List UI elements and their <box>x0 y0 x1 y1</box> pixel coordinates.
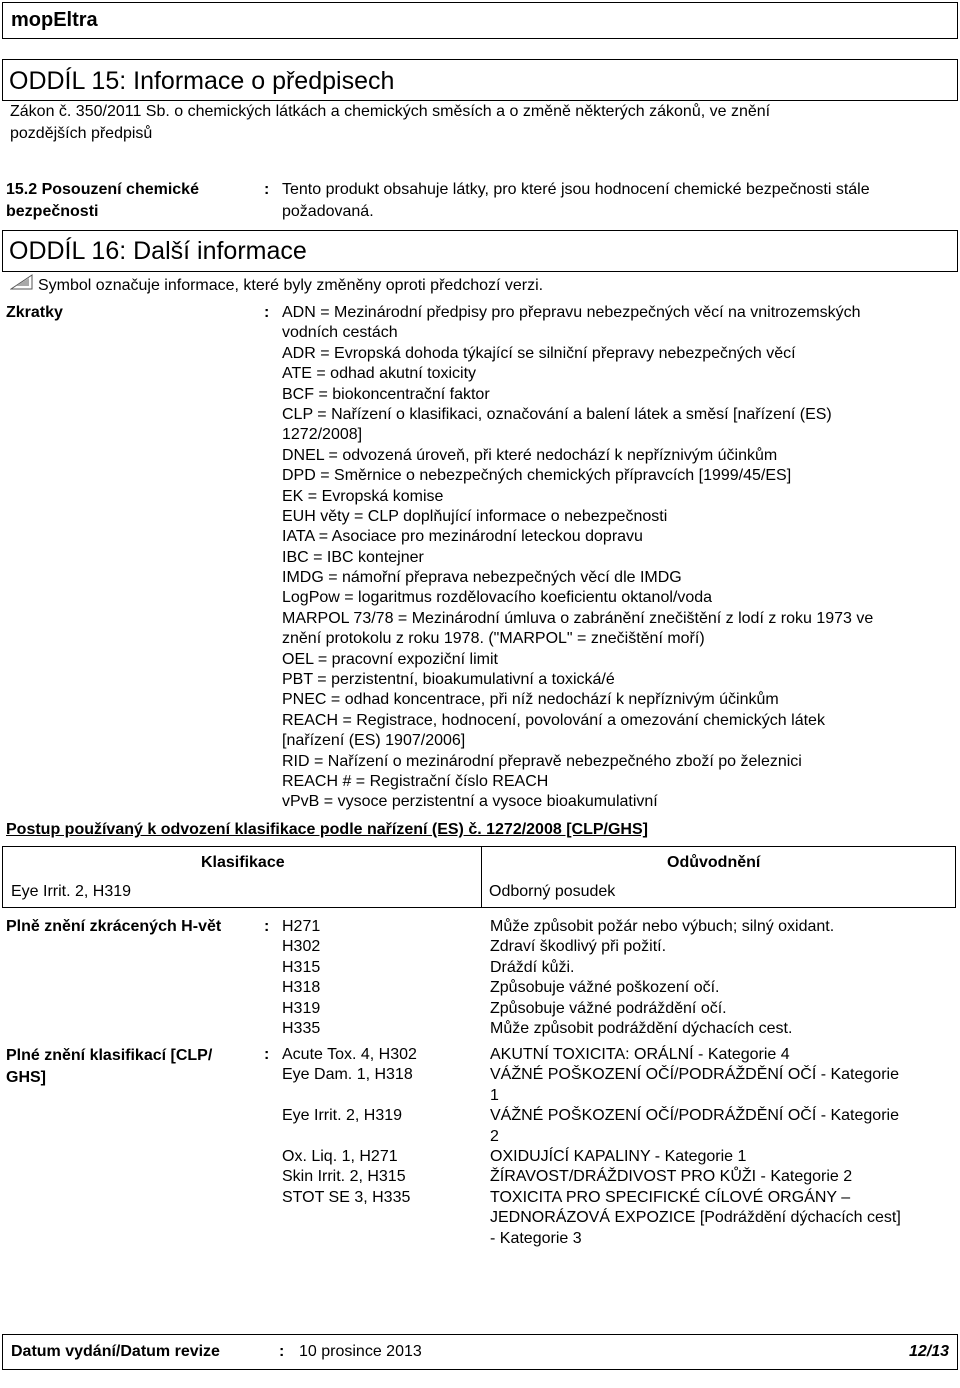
abbreviation-line: LogPow = logaritmus rozdělovacího koeficientu oktanol/voda <box>282 589 713 607</box>
abbreviation-line: REACH = Registrace, hodnocení, povolování a omezování chemických látek <box>282 711 825 729</box>
abbreviation-line: BCF = biokoncentrační faktor <box>282 385 490 403</box>
footer-page-number: 12/13 <box>908 1343 949 1360</box>
abbreviation-line: ADN = Mezinárodní předpisy pro přepravu nebezpečných věcí na vnitrozemských <box>282 304 861 321</box>
section-16-box <box>2 230 958 272</box>
classification-texts <box>490 1045 901 1249</box>
classification-table <box>2 846 956 908</box>
h-text: Může způsobit podráždění dýchacích cest. <box>490 1019 793 1037</box>
footer-date-label: Datum vydání/Datum revize <box>11 1343 220 1360</box>
law-line: Zákon č. 350/2011 Sb. o chemických látkách a chemických směsích a o změně některých zákonů, ve znění <box>10 103 771 120</box>
classification-code: Eye Irrit. 2, H319 <box>282 1107 403 1125</box>
footer-date-value: 10 prosince 2013 <box>299 1343 422 1360</box>
abbreviation-line: vPvB = vysoce perzistentní a vysoce bioakumulativní <box>282 793 658 811</box>
abbreviation-line: DNEL = odvozená úroveň, při které nedochází k nepříznivým účinkům <box>282 446 778 464</box>
abbreviation-line: IBC = IBC kontejner <box>282 548 424 566</box>
abbrev-colon: : <box>264 304 270 321</box>
classification-text-line: TOXICITA PRO SPECIFICKÉ CÍLOVÉ ORGÁNY – <box>490 1188 851 1206</box>
abbreviation-line: IMDG = námořní přeprava nebezpečných věcí dle IMDG <box>282 569 682 587</box>
h-statements-label: Plně znění zkrácených H-vět <box>6 918 222 935</box>
table-header-justification: Odůvodnění <box>667 854 761 871</box>
law-text <box>10 101 770 145</box>
classification-text-line: JEDNORÁZOVÁ EXPOZICE [Podráždění dýchacích cest] <box>490 1209 901 1227</box>
classification-code: Acute Tox. 4, H302 <box>282 1046 417 1063</box>
header-bar <box>2 2 958 39</box>
change-marker-icon <box>10 274 34 290</box>
footer-bar <box>2 1334 958 1370</box>
table-cell-justification: Odborný posudek <box>489 883 616 900</box>
h-codes-list <box>282 917 320 1039</box>
abbreviation-line: EUH věty = CLP doplňující informace o nebezpečnosti <box>282 507 668 525</box>
classifications-colon: : <box>264 1046 270 1063</box>
h-text: Zdraví škodlivý při požití. <box>490 938 667 956</box>
assessment-label: 15.2 Posouzení chemické bezpečnosti <box>6 181 199 220</box>
section-15-box <box>2 59 958 101</box>
classification-text-line: ŽÍRAVOST/DRÁŽDIVOST PRO KŮŽI - Kategorie 2 <box>490 1168 853 1186</box>
abbreviation-line: PBT = perzistentní, bioakumulativní a toxická/é <box>282 671 615 689</box>
h-code: H271 <box>282 918 321 935</box>
table-divider <box>481 847 482 907</box>
abbreviation-line: MARPOL 73/78 = Mezinárodní úmluva o zabránění znečištění z lodí z roku 1973 ve <box>282 609 874 627</box>
h-code: H319 <box>282 999 321 1017</box>
classification-text-line: 2 <box>490 1127 499 1145</box>
table-header-classification: Klasifikace <box>201 854 285 871</box>
h-code: H335 <box>282 1019 321 1037</box>
abbreviation-line: ATE = odhad akutní toxicity <box>282 365 477 383</box>
abbreviation-line: REACH # = Registrační číslo REACH <box>282 772 549 790</box>
h-statements-colon: : <box>264 918 270 935</box>
h-code: H315 <box>282 958 321 976</box>
classification-text-line: OXIDUJÍCÍ KAPALINY - Kategorie 1 <box>490 1147 747 1165</box>
abbreviation-line: EK = Evropská komise <box>282 487 444 505</box>
abbreviation-line: IATA = Asociace pro mezinárodní leteckou dopravu <box>282 528 643 546</box>
abbreviation-line: CLP = Nařízení o klasifikaci, označování a balení látek a směsí [nařízení (ES) <box>282 405 832 423</box>
abbreviation-line: RID = Nařízení o mezinárodní přepravě nebezpečného zboží po železnici <box>282 752 802 770</box>
procedure-title: Postup používaný k odvození klasifikace podle nařízení (ES) č. 1272/2008 [CLP/GHS] <box>6 821 648 838</box>
change-note: Symbol označuje informace, které byly změněny oproti předchozí verzi. <box>38 277 544 294</box>
abbreviation-line: ADR = Evropská dohoda týkající se silniční přepravy nebezpečných věcí <box>282 344 796 362</box>
assessment-text: Tento produkt obsahuje látky, pro které jsou hodnocení chemické bezpečnosti stále požadovaná. <box>282 181 870 220</box>
h-code: H302 <box>282 938 321 956</box>
abbreviation-line: OEL = pracovní expoziční limit <box>282 650 498 668</box>
h-text: Způsobuje vážné poškození očí. <box>490 979 720 997</box>
assessment-colon: : <box>264 181 270 198</box>
h-text: Způsobuje vážné podráždění očí. <box>490 999 727 1017</box>
h-code: H318 <box>282 979 321 997</box>
classification-text-line: 1 <box>490 1086 499 1104</box>
product-name: mopEltra <box>11 9 98 31</box>
section-16-title: ODDÍL 16: Další informace <box>9 237 307 265</box>
classification-text-line: VÁŽNÉ POŠKOZENÍ OČÍ/PODRÁŽDĚNÍ OČÍ - Kategorie <box>490 1107 899 1125</box>
classification-code: Ox. Liq. 1, H271 <box>282 1148 398 1165</box>
abbreviation-line: 1272/2008] <box>282 426 363 444</box>
abbreviation-line: vodních cestách <box>282 324 398 342</box>
classification-code: Skin Irrit. 2, H315 <box>282 1168 406 1186</box>
section-15-title: ODDÍL 15: Informace o předpisech <box>9 67 395 95</box>
footer-colon: : <box>279 1343 285 1360</box>
abbreviation-line: PNEC = odhad koncentrace, při níž nedochází k nepříznivým účinkům <box>282 691 779 709</box>
h-text: Může způsobit požár nebo výbuch; silný oxidant. <box>490 918 835 935</box>
abbreviation-line: [nařízení (ES) 1907/2006] <box>282 732 466 750</box>
abbrev-label: Zkratky <box>6 304 63 321</box>
law-line: pozdějších předpisů <box>10 125 153 142</box>
table-cell-classification: Eye Irrit. 2, H319 <box>11 883 132 900</box>
abbreviation-list <box>282 303 873 813</box>
classification-code: STOT SE 3, H335 <box>282 1188 411 1206</box>
h-texts-list <box>490 917 834 1039</box>
abbreviation-line: znění protokolu z roku 1978. ("MARPOL" = znečištění moří) <box>282 630 705 648</box>
classifications-label: Plné znění klasifikací [CLP/ GHS] <box>6 1047 213 1086</box>
classification-text-line: VÁŽNÉ POŠKOZENÍ OČÍ/PODRÁŽDĚNÍ OČÍ - Kategorie <box>490 1066 899 1084</box>
classification-code: Eye Dam. 1, H318 <box>282 1066 413 1084</box>
classification-text-line: - Kategorie 3 <box>490 1229 582 1247</box>
abbreviation-line: DPD = Směrnice o nebezpečných chemických přípravcích [1999/45/ES] <box>282 467 792 485</box>
classification-text-line: AKUTNÍ TOXICITA: ORÁLNÍ - Kategorie 4 <box>490 1046 790 1063</box>
h-text: Dráždí kůži. <box>490 958 575 976</box>
